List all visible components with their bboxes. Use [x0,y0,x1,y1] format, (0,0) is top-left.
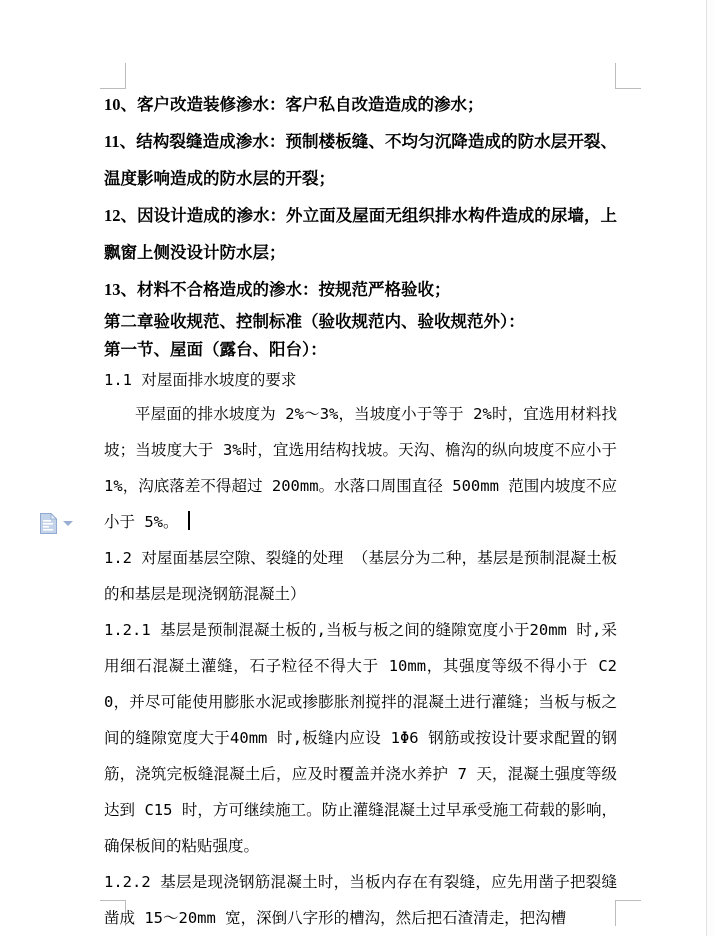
paste-options-document-icon[interactable] [40,513,57,534]
page-edge-line [706,0,707,936]
paragraph-clause-1-1: 1.1 对屋面排水坡度的要求 [104,371,297,389]
paragraph-item-11: 11、结构裂缝造成渗水：预制楼板缝、不均匀沉降造成的防水层开裂、温度影响造成的防水层的开裂； [104,132,617,188]
paragraph-clause-1-1-body [104,396,617,540]
margin-mark-bottom-right [615,900,641,926]
paragraph-chapter-2-heading: 第二章验收规范、控制标准（验收规范内、验收规范外）： [104,312,525,331]
paragraph-clause-1-2: 1.2 对屋面基层空隙、裂缝的处理 （基层分为二种，基层是预制混凝土板的和基层是现浇钢筋混凝土） [104,549,617,603]
paragraph-clause-1-2-2: 1.2.2 基层是现浇钢筋混凝土时，当板内存在有裂缝，应先用凿子把裂缝凿成 15～20mm 宽，深倒八字形的槽沟，然后把石渣清走，把沟槽 [104,873,617,927]
paste-options-smart-tag[interactable] [40,513,73,534]
paragraph-item-13: 13、材料不合格造成的渗水：按规范严格验收； [104,280,451,299]
text-caret [188,511,190,530]
paragraph-clause-1-2-1: 1.2.1 基层是预制混凝土板的,当板与板之间的缝隙宽度小于20mm 时,采用细石混凝土灌缝，石子粒径不得大于 10mm，其强度等级不得小于 C20，并尽可能使用膨胀水泥或掺膨胀剂搅拌的混凝土进行灌缝；当板与板之间的缝隙宽度大于40mm 时,板缝内应设 1Φ6 钢筋或按设计要求配置的钢筋，浇筑完板缝混凝土后，应及时覆盖并浇水养护 7 天，混凝土强度等级达到 C15 时，方可继续施工。防止灌缝混凝土过早承受施工荷载的影响，确保板间的粘贴强度。 [104,621,617,855]
chevron-down-icon[interactable] [63,521,73,526]
clause-1-1-body-text: 平屋面的排水坡度为 2%～3%，当坡度小于等于 2%时，宜选用材料找坡；当坡度大于 3%时，宜选用结构找坡。天沟、檐沟的纵向坡度不应小于 1%，沟底落差不得超过 200mm。水落口周围直径 500mm 范围内坡度不应小于 5%。 [104,405,617,531]
margin-mark-top-right [615,63,641,89]
paragraph-item-12: 12、因设计造成的渗水：外立面及屋面无组织排水构件造成的尿墙，上飘窗上侧没设计防水层； [104,206,617,262]
paragraph-section-1-heading: 第一节、屋面（露台、阳台）： [104,340,327,359]
paragraph-item-10: 10、客户改造装修渗水：客户私自改造造成的渗水； [104,95,484,114]
document-text-body[interactable] [104,86,617,936]
page-outer-margin [707,0,714,936]
